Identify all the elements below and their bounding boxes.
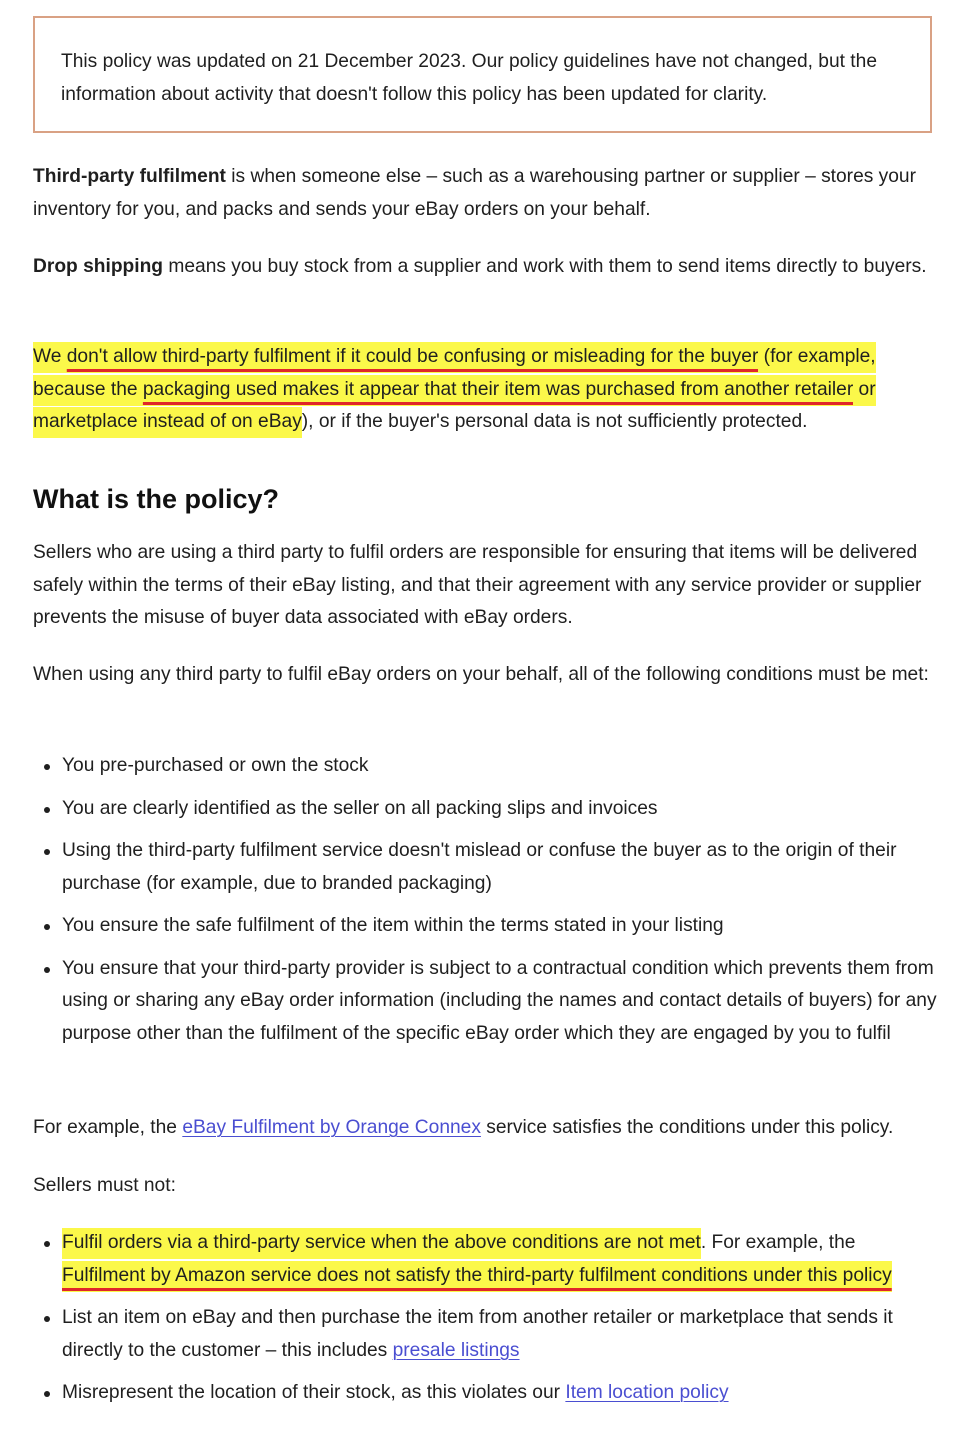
third-party-fulfilment-definition: [33, 161, 933, 226]
must-not-item3-text: Misrepresent the location of their stock, as this violates our: [62, 1382, 566, 1403]
example-paragraph: [33, 1112, 933, 1145]
list-item: [33, 1227, 938, 1292]
list-item: [33, 1377, 938, 1410]
conditions-intro: When using any third party to fulfil eBay orders on your behalf, all of the following conditions must be met:: [33, 664, 929, 685]
highlight-for-example: (for example, because the: [33, 342, 876, 406]
must-not-item2-text: List an item on eBay and then purchase the item from another retailer or marketplace that sends it directly to the customer – this includes: [62, 1307, 893, 1361]
tpf-text: is when someone else – such as a warehousing partner or supplier – stores your inventory for you, and packs and sends your eBay orders on your behalf.: [33, 166, 916, 220]
presale-listings-link[interactable]: presale listings: [392, 1339, 520, 1361]
highlight-fba: Fulfilment by Amazon service does not satisfy the third-party fulfilment conditions under this policy: [62, 1261, 892, 1292]
ds-term: Drop shipping: [33, 256, 164, 277]
policy-heading: What is the policy?: [33, 484, 280, 514]
highlight-dont-allow: don't allow third-party fulfilment if it could be confusing or misleading for the buyer: [67, 342, 759, 373]
example-pre: For example, the: [33, 1117, 183, 1138]
list-item: You ensure the safe fulfilment of the item within the terms stated in your listing: [33, 910, 938, 943]
example-post: service satisfies the conditions under this policy.: [480, 1117, 894, 1138]
policy-update-notice: [33, 16, 932, 133]
conditions-list: [33, 750, 938, 1050]
highlight-we: We: [33, 342, 67, 373]
list-item: You pre-purchased or own the stock: [33, 750, 938, 783]
item-location-policy-link[interactable]: Item location policy: [565, 1382, 729, 1403]
drop-shipping-definition: [33, 251, 933, 284]
list-item: You ensure that your third-party provider is subject to a contractual condition which prevents them from using or sharing any eBay order information (including the names and contact details of buyers) for any purpose other than the fulfilment of the specific eBay order which they are engaged by you to fulfil: [33, 953, 938, 1051]
tpf-term: Third-party fulfilment: [33, 166, 226, 187]
list-item: Using the third-party fulfilment service doesn't mislead or confuse the buyer as to the origin of their purchase (for example, due to branded packaging): [33, 835, 938, 900]
must-not-list: [33, 1227, 938, 1410]
paragraph-tail: ), or if the buyer's personal data is not sufficiently protected.: [301, 411, 808, 432]
orange-connex-link[interactable]: eBay Fulfilment by Orange Connex: [182, 1117, 481, 1138]
must-not-intro: Sellers must not:: [33, 1175, 176, 1196]
highlight-marketplace: or marketplace instead of on eBay: [33, 375, 876, 439]
must-not-item1-mid: . For example, the: [700, 1232, 856, 1253]
highlight-fulfil-orders: Fulfil orders via a third-party service when the above conditions are not met: [62, 1228, 701, 1259]
list-item: [33, 1302, 938, 1367]
highlight-packaging: packaging used makes it appear that their item was purchased from another retailer: [143, 375, 853, 406]
ds-text: means you buy stock from a supplier and work with them to send items directly to buyers.: [163, 256, 927, 277]
policy-intro: Sellers who are using a third party to fulfil orders are responsible for ensuring that items will be delivered safely within the terms of their eBay listing, and that their agreement with any service provider or supplier prevents the misuse of buyer data associated with eBay orders.: [33, 542, 922, 628]
highlighted-policy-paragraph: [33, 341, 933, 439]
list-item: You are clearly identified as the seller on all packing slips and invoices: [33, 793, 938, 826]
notice-text: This policy was updated on 21 December 2023. Our policy guidelines have not changed, but the information about activity that doesn't follow this policy has been updated for clarity.: [61, 51, 877, 105]
